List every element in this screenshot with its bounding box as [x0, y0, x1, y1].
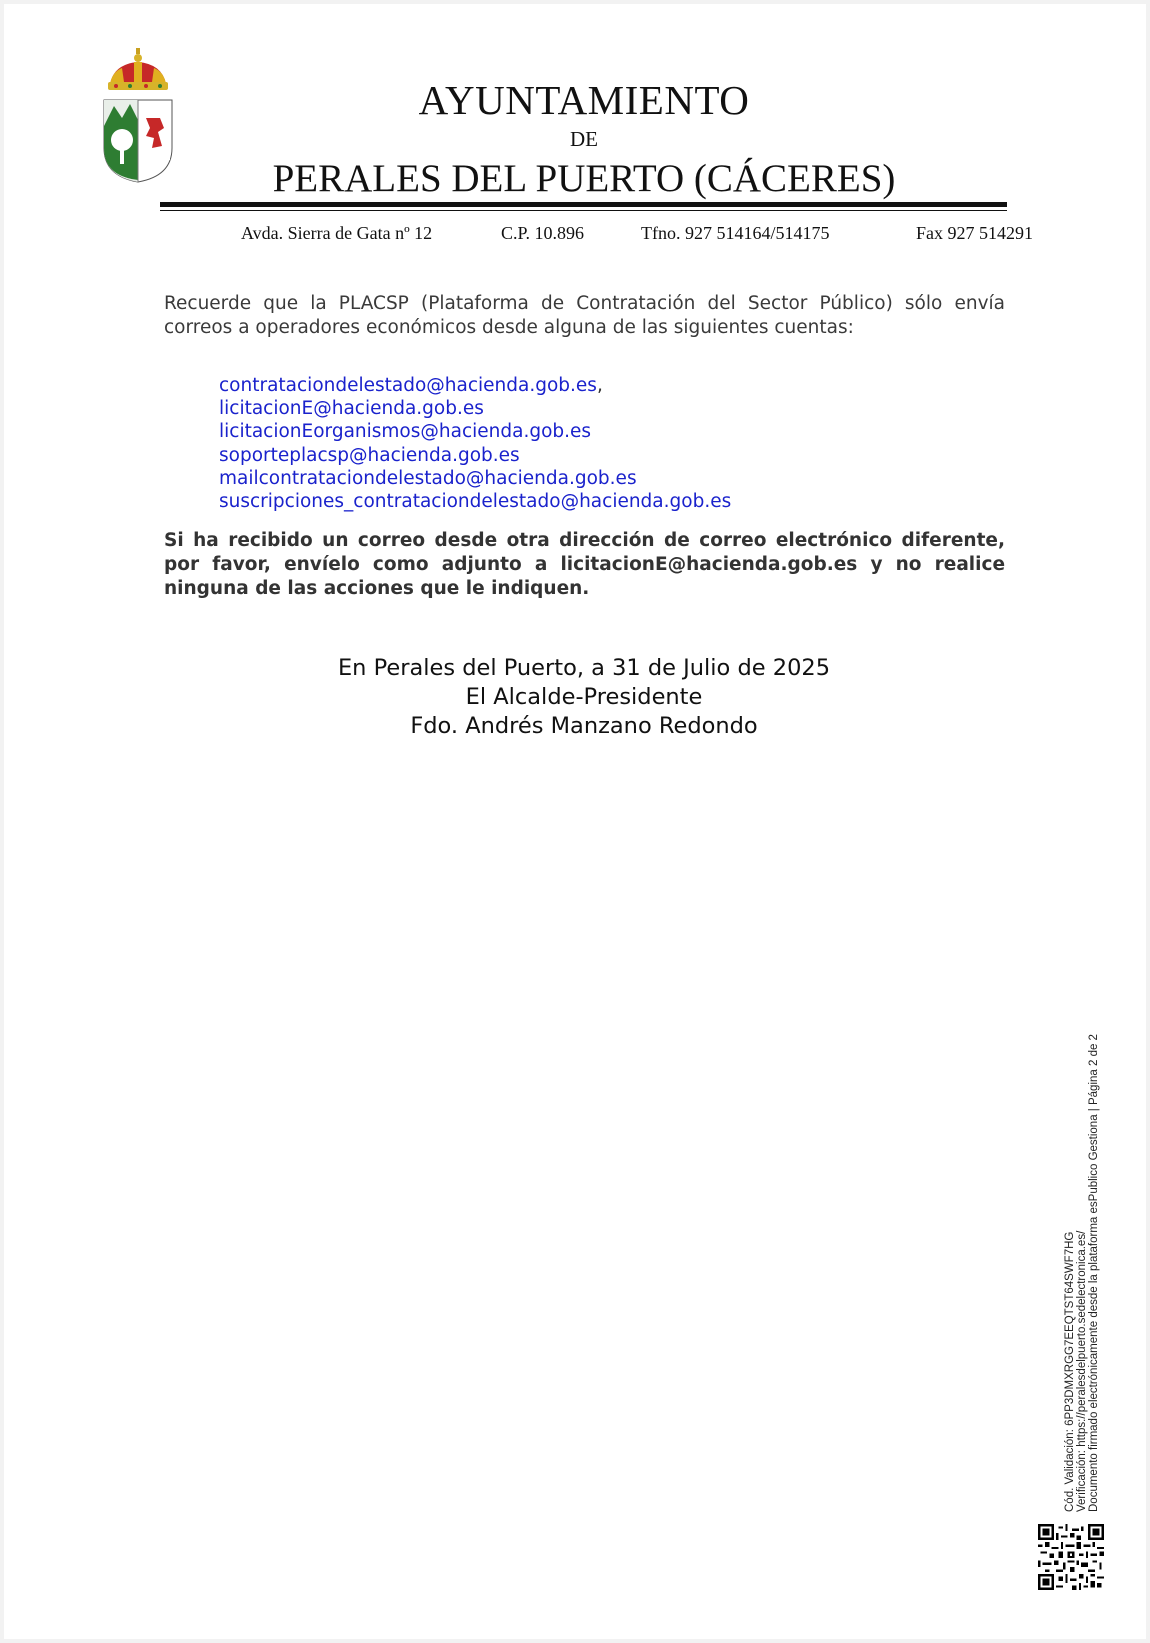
- header-subtitle: DE: [570, 127, 598, 151]
- signature-platform-note: Documento firmado electrónicamente desde la plataforma esPublico Gestiona | Página 2 de 2: [1088, 1034, 1100, 1512]
- header-postal-code: C.P. 10.896: [501, 223, 585, 243]
- header-address: Avda. Sierra de Gata nº 12: [241, 223, 433, 243]
- coat-of-arms-icon: [102, 48, 174, 190]
- verification-url: Verificación: https://peralesdelpuerto.sedelectronica.es/: [1076, 1230, 1088, 1512]
- signature-place-date: En Perales del Puerto, a 31 de Julio de 2025: [337, 655, 831, 681]
- validation-code: Cód. Validación: 6PP3DMXRGG7EEQTST64SWF7HG: [1064, 1231, 1076, 1512]
- header-fax: Fax 927 514291: [916, 223, 1033, 243]
- email-item-1: [219, 374, 731, 397]
- email-separator: ,: [596, 375, 603, 396]
- validation-side-note: [1064, 1032, 1114, 1512]
- email-link[interactable]: contrataciondelestado@hacienda.gob.es: [219, 375, 597, 396]
- email-link[interactable]: licitacionE@hacienda.gob.es: [219, 398, 484, 420]
- intro-line-1: Recuerde que la PLACSP (Plataforma de Contratación del Sector Público) sólo envía: [164, 293, 1005, 314]
- email-link[interactable]: soporteplacsp@hacienda.gob.es: [219, 444, 520, 466]
- header-municipality: PERALES DEL PUERTO (CÁCERES): [272, 157, 896, 200]
- qr-code-icon: [1038, 1524, 1104, 1590]
- intro-line-2: correos a operadores económicos desde alguna de las siguientes cuentas:: [164, 317, 854, 338]
- header-title: AYUNTAMIENTO: [418, 77, 750, 123]
- warning-line-1: Si ha recibido un correo desde otra dirección de correo electrónico diferente,: [164, 530, 1005, 551]
- email-link[interactable]: mailcontrataciondelestado@hacienda.gob.es: [219, 467, 637, 489]
- email-link[interactable]: licitacionEorganismos@hacienda.gob.es: [219, 421, 592, 443]
- warning-line-3: ninguna de las acciones que le indiquen.: [164, 578, 590, 599]
- warning-line-2: por favor, envíelo como adjunto a licitacionE@hacienda.gob.es y no realice: [164, 554, 1005, 575]
- signature-role: El Alcalde-Presidente: [465, 684, 703, 710]
- email-list: [219, 374, 731, 513]
- warning-paragraph: [164, 529, 1005, 601]
- header-divider-thin: [160, 210, 1007, 211]
- header-divider: [160, 202, 1007, 207]
- document-page: [4, 4, 1146, 1639]
- header-phone: Tfno. 927 514164/514175: [641, 223, 830, 243]
- signature-block: [214, 654, 954, 741]
- email-link[interactable]: suscripciones_contrataciondelestado@hacienda.gob.es: [219, 491, 732, 513]
- signature-name: Fdo. Andrés Manzano Redondo: [410, 713, 758, 739]
